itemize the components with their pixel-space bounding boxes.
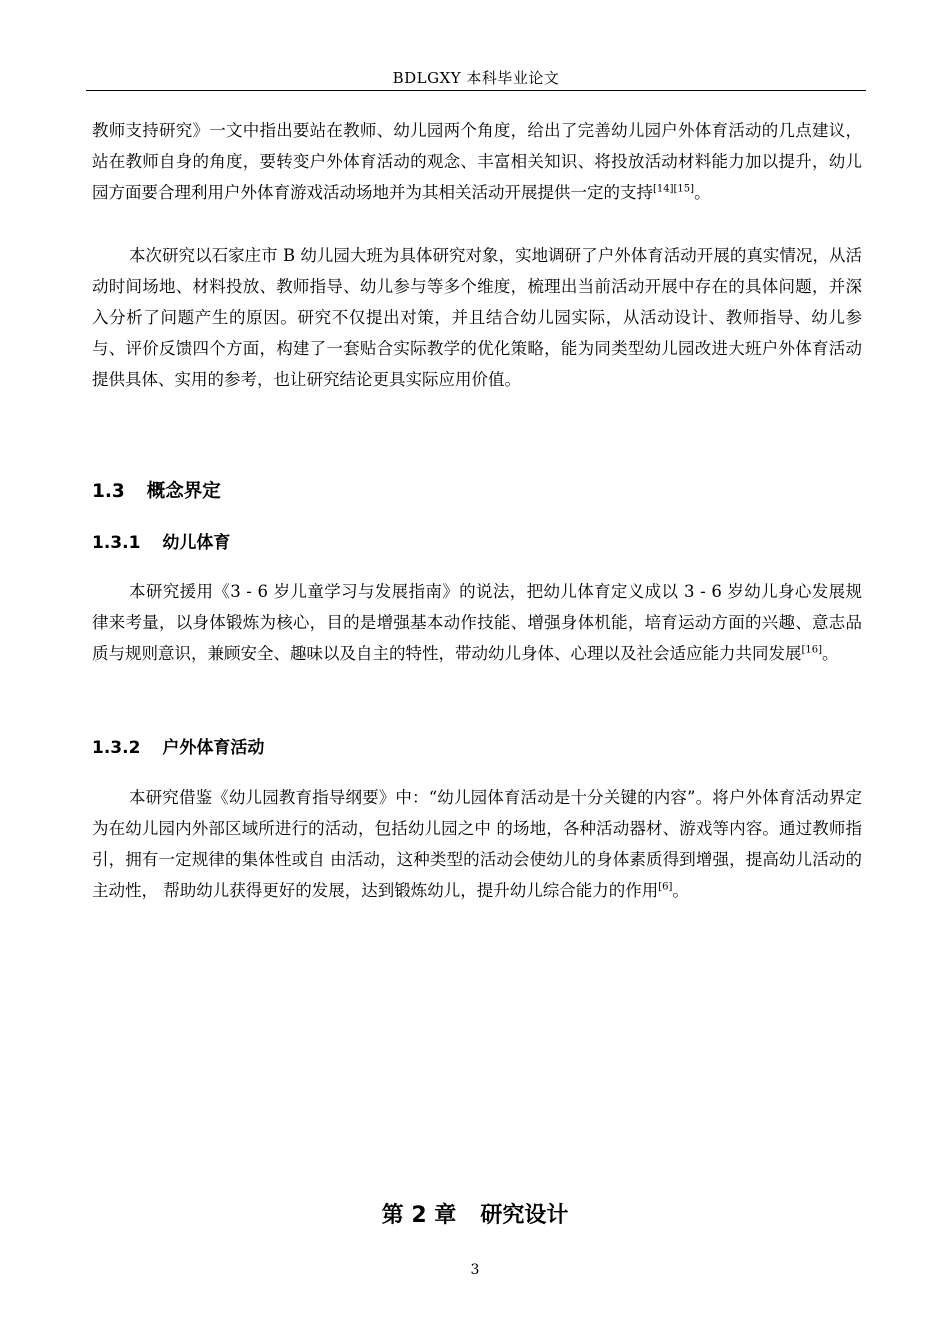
section-title: 概念界定: [146, 481, 221, 502]
paragraph-outdoor-activity-definition: [92, 782, 862, 906]
running-header: BDLGXY 本科毕业论文: [392, 69, 560, 87]
paragraph-research-scope: 本次研究以石家庄市 B 幼儿园大班为具体研究对象，实地调研了户外体育活动开展的真实情况，从活动时间场地、材料投放、教师指导、幼儿参与等多个维度，梳理出当前活动开展中存在的具体问题，并深入分析了问题产生的原因。研究不仅提出对策，并且结合幼儿园实际，从活动设计、教师指导、幼儿参与、评价反馈四个方面，构建了一套贴合实际教学的优化策略，能为同类型幼儿园改进大班户外体育活动提供具体、实用的参考，也让研究结论更具实际应用价值。: [92, 246, 862, 389]
citation: [16]: [801, 644, 823, 656]
citation: [14][15]: [653, 183, 695, 195]
paragraph-child-pe-definition: [92, 576, 862, 669]
paragraph-text: 教师支持研究》一文中指出要站在教师、幼儿园两个角度，给出了完善幼儿园户外体育活动的几点建议，站在教师自身的角度，要转变户外体育活动的观念、丰富相关知识、将投放活动材料能力加以提升，幼儿园方面要合理利用户外体育游戏活动场地并为其相关活动开展提供一定的支持: [92, 121, 862, 202]
section-number: 1.3.2: [92, 738, 141, 758]
paragraph-end: 。: [822, 644, 839, 663]
section-heading-1-3-2: [92, 733, 264, 758]
header-rule: [86, 90, 866, 91]
section-number: 1.3.1: [92, 533, 141, 553]
section-title: 户外体育活动: [162, 738, 265, 758]
paragraph-continued: [92, 115, 862, 208]
page-number: 3: [470, 1262, 480, 1278]
chapter-heading: [0, 1198, 950, 1229]
paragraph-text: 本研究借鉴《幼儿园教育指导纲要》中：“幼儿园体育活动是十分关键的内容”。将户外体育活动界定为在幼儿园内外部区域所进行的活动，包括幼儿园之中 的场地，各种活动器材、游戏等内容。通过教师指引，拥有一定规律的集体性或自 由活动，这种类型的活动会使幼儿的身体素质得到增强，提高幼儿活动的主动性， 帮助幼儿获得更好的发展，达到锻炼幼儿，提升幼儿综合能力的作用: [92, 788, 862, 900]
citation: [6]: [658, 881, 673, 893]
section-title: 幼儿体育: [162, 533, 231, 553]
chapter-title: 研究设计: [480, 1203, 569, 1228]
section-number: 1.3: [92, 481, 125, 502]
paragraph-end: 。: [694, 183, 711, 202]
section-heading-1-3-1: [92, 528, 230, 553]
chapter-number: 第 2 章: [381, 1203, 457, 1228]
paragraph-end: 。: [672, 881, 689, 900]
section-heading-1-3: [92, 477, 221, 503]
paragraph-text: 本研究援用《3 - 6 岁儿童学习与发展指南》的说法，把幼儿体育定义成以 3 - 6 岁幼儿身心发展规律来考量，以身体锻炼为核心，目的是增强基本动作技能、增强身体机能，培育运动方面的兴趣、意志品质与规则意识，兼顾安全、趣味以及自主的特性，带动幼儿身体、心理以及社会适应能力共同发展: [92, 582, 862, 663]
